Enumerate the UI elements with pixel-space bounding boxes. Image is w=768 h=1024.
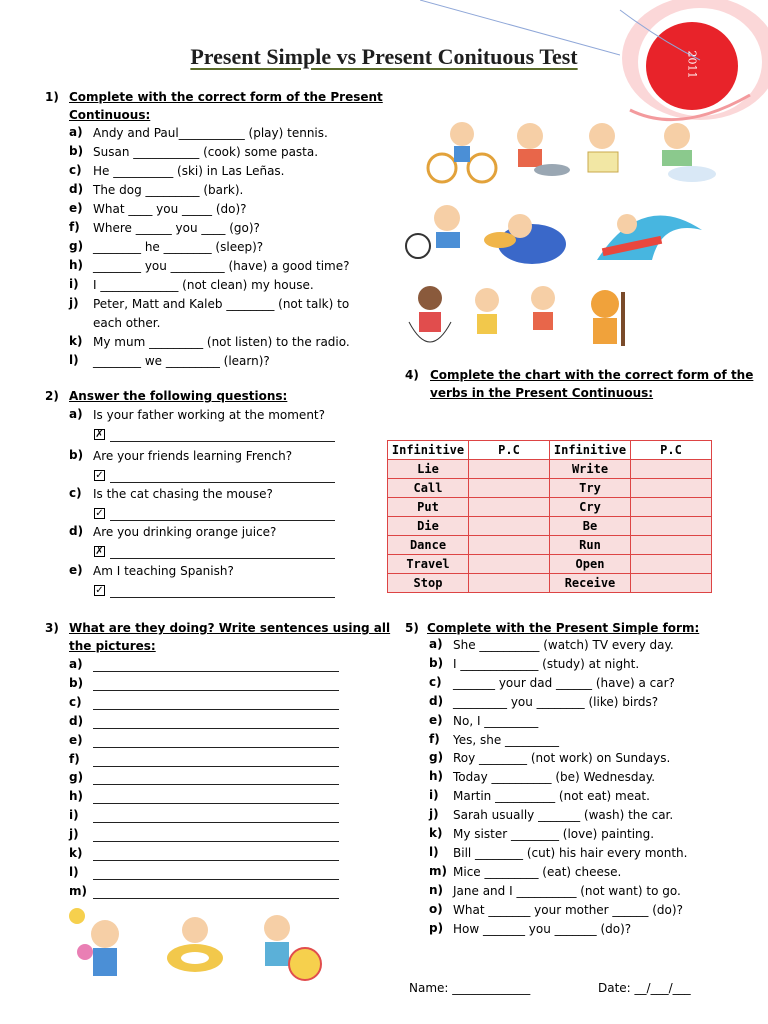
section1-item-text: He __________ (ski) in Las Leñas. — [93, 164, 285, 178]
section5-item-label: a) — [429, 637, 443, 651]
section5-item-text: Sarah usually _______ (wash) the car. — [453, 808, 674, 823]
sentence-answer-line[interactable] — [93, 897, 339, 899]
section2-item-label: d) — [69, 524, 84, 538]
section2-item-label: e) — [69, 563, 83, 577]
section5-heading: Complete with the Present Simple form: — [427, 621, 700, 635]
section5-item-text: How _______ you _______ (do)? — [453, 921, 632, 936]
section2-question: Is the cat chasing the mouse? — [93, 487, 273, 501]
boy-surfing-icon — [597, 214, 702, 260]
date-field-label: Date: __/___/___ — [598, 981, 691, 995]
section1-item-text: What ____ you _____ (do)? — [93, 202, 247, 216]
girl-dancing-icon — [531, 286, 555, 330]
section3-item-label: i) — [69, 808, 79, 823]
section3-item-label: l) — [69, 864, 79, 879]
boy-washing-icon — [662, 123, 716, 182]
section1-item-text: My mum _________ (not listen) to the radio. — [93, 335, 350, 349]
section5-item-label: k) — [429, 826, 443, 840]
section1-item-label: h) — [69, 258, 84, 272]
section1-item-text: ________ we _________ (learn)? — [93, 354, 270, 368]
sun-icon — [69, 908, 85, 924]
section2-question: Are you drinking orange juice? — [93, 525, 277, 539]
chart-infinitive-cell: Be — [550, 517, 631, 536]
year-badge-text: 2011 — [685, 50, 699, 79]
section4-heading-1: Complete the chart with the correct form of the — [430, 368, 754, 382]
section5-item-text: Mice _________ (eat) cheese. — [453, 864, 622, 879]
answer-checkbox[interactable]: ✓ — [95, 585, 104, 596]
answer-checkbox[interactable]: ✓ — [95, 470, 104, 481]
sentence-answer-line[interactable] — [93, 765, 339, 767]
chart-header: P.C — [469, 441, 550, 460]
section1-item-label: f) — [69, 220, 80, 234]
children-activities-illustration-row1 — [402, 118, 724, 190]
section5-number: 5) — [405, 621, 419, 635]
section3-heading-2: the pictures: — [69, 639, 156, 653]
section1-item-label: j) — [69, 296, 79, 310]
section1-item-label: l) — [69, 353, 79, 367]
chart-answer-cell[interactable] — [469, 555, 550, 574]
section5-item-label: b) — [429, 655, 444, 670]
section1-number: 1) — [45, 90, 59, 104]
section5-item-label: g) — [429, 750, 444, 765]
sentence-answer-line[interactable] — [93, 746, 339, 748]
section2-number: 2) — [45, 389, 59, 403]
section3-item-label: e) — [69, 732, 83, 747]
boy-cycling-icon — [428, 122, 496, 182]
answer-line[interactable] — [110, 440, 335, 442]
section1-item-text: Susan ___________ (cook) some pasta. — [93, 145, 319, 159]
section1-item-label: d) — [69, 182, 84, 196]
section2-item-label: c) — [69, 486, 82, 500]
chart-infinitive-cell: Try — [550, 479, 631, 498]
section3-item-label: d) — [69, 713, 84, 728]
section3-item-label: f) — [69, 751, 80, 766]
section1-item-label: e) — [69, 201, 83, 215]
chart-answer-cell[interactable] — [631, 517, 712, 536]
boy-reading-icon — [588, 123, 618, 172]
section1-item-label: c) — [69, 163, 82, 177]
section5-item-text: Jane and I __________ (not want) to go. — [453, 883, 681, 898]
section1-item-text: I _____________ (not clean) my house. — [93, 278, 314, 292]
section2-item-label: a) — [69, 407, 83, 421]
chart-answer-cell[interactable] — [631, 536, 712, 555]
section5-item-label: d) — [429, 693, 444, 708]
section3-item-label: a) — [69, 657, 83, 671]
chart-answer-cell[interactable] — [631, 574, 712, 593]
sentence-answer-line[interactable] — [93, 727, 339, 729]
section5-item-text: Bill ________ (cut) his hair every month. — [453, 845, 688, 860]
section1-item-text: The dog _________ (bark). — [93, 183, 244, 197]
section5-item-label: m) — [429, 863, 447, 878]
section5-item-label: n) — [429, 882, 444, 897]
section5-item-label: c) — [429, 674, 442, 689]
chart-infinitive-cell: Receive — [550, 574, 631, 593]
sentence-answer-line[interactable] — [93, 670, 339, 672]
section4-heading-2: verbs in the Present Continuous: — [430, 386, 654, 400]
section2-heading: Answer the following questions: — [69, 389, 288, 403]
chart-answer-cell[interactable] — [469, 536, 550, 555]
section5-item-text: _______ your dad ______ (have) a car? — [453, 675, 675, 690]
section3-item-label: c) — [69, 694, 82, 709]
chart-answer-cell[interactable] — [469, 479, 550, 498]
answer-checkbox[interactable]: ✓ — [95, 508, 104, 519]
chart-infinitive-cell: Dance — [388, 536, 469, 555]
section5-item-text: Yes, she _________ — [453, 732, 560, 747]
chart-infinitive-cell: Call — [388, 479, 469, 498]
section1-item-label: a) — [69, 125, 83, 139]
children-activities-illustration-row2 — [402, 200, 724, 272]
section1-item-text: Andy and Paul___________ (play) tennis. — [93, 126, 328, 140]
chart-infinitive-cell: Die — [388, 517, 469, 536]
chart-answer-cell[interactable] — [469, 574, 550, 593]
sentence-answer-line[interactable] — [93, 878, 339, 880]
chart-row — [388, 574, 712, 593]
sentence-answer-line[interactable] — [93, 708, 339, 710]
sentence-answer-line[interactable] — [93, 783, 339, 785]
chart-answer-cell[interactable] — [631, 460, 712, 479]
children-bottom-illustration — [55, 902, 345, 990]
chart-infinitive-cell: Write — [550, 460, 631, 479]
name-field-label: Name: _____________ — [409, 981, 531, 995]
boy-cooking-icon — [517, 123, 570, 176]
section5-item-text: I _____________ (study) at night. — [453, 656, 640, 671]
section4-number: 4) — [405, 368, 419, 382]
girl-skipping-rope-icon — [409, 286, 451, 342]
section5-item-label: f) — [429, 731, 440, 746]
answer-line[interactable] — [110, 557, 335, 559]
section5-item-label: e) — [429, 712, 443, 727]
sentence-answer-line[interactable] — [93, 821, 339, 823]
chart-answer-cell[interactable] — [631, 555, 712, 574]
chart-row — [388, 555, 712, 574]
chart-row — [388, 517, 712, 536]
girl-swimming-ring-icon — [167, 917, 223, 972]
chart-infinitive-cell: Cry — [550, 498, 631, 517]
section2-question: Is your father working at the moment? — [93, 408, 325, 422]
section5-item-text: What _______ your mother ______ (do)? — [453, 902, 683, 917]
section3-item-label: h) — [69, 789, 84, 804]
boy-ice-cream-icon — [77, 920, 119, 976]
sentence-answer-line[interactable] — [93, 840, 339, 842]
chart-row — [388, 479, 712, 498]
section5-item-text: No, I _________ — [453, 713, 539, 728]
section1-item-label: g) — [69, 239, 84, 253]
section5-item-label: o) — [429, 901, 443, 916]
boy-sleeping-icon — [484, 214, 566, 264]
section1-item-text: ________ you _________ (have) a good time? — [93, 259, 350, 273]
section1-heading-1: Complete with the correct form of the Present — [69, 90, 383, 104]
section5-item-label: l) — [429, 844, 439, 859]
section5-item-text: _________ you ________ (like) birds? — [453, 694, 659, 709]
section5-item-text: Roy ________ (not work) on Sundays. — [453, 751, 671, 766]
section5-item-label: h) — [429, 769, 444, 784]
section1-item-text: Peter, Matt and Kaleb ________ (not talk) to — [93, 297, 350, 311]
children-activities-illustration-row3 — [405, 282, 635, 354]
section1-item-text: Where ______ you ____ (go)? — [93, 221, 260, 235]
page-title: Present Simple vs Present Conituous Test — [190, 44, 578, 69]
section3-item-label: j) — [69, 827, 79, 842]
chart-header: Infinitive — [550, 441, 631, 460]
section1-item-label: i) — [69, 277, 79, 291]
chart-header: Infinitive — [388, 441, 469, 460]
section3-heading-1: What are they doing? Write sentences using all — [69, 621, 391, 635]
sentence-answer-line[interactable] — [93, 689, 339, 691]
answer-checkbox[interactable]: ✗ — [95, 429, 104, 440]
answer-line[interactable] — [110, 596, 335, 598]
section2-question: Am I teaching Spanish? — [93, 564, 234, 578]
answer-checkbox[interactable]: ✗ — [95, 546, 104, 557]
chart-answer-cell[interactable] — [631, 479, 712, 498]
chart-infinitive-cell: Travel — [388, 555, 469, 574]
section2-item-label: b) — [69, 448, 84, 462]
section3-item-label: b) — [69, 675, 84, 690]
answer-line[interactable] — [110, 481, 335, 483]
chart-infinitive-cell: Stop — [388, 574, 469, 593]
cat-painting-icon — [591, 290, 625, 346]
section1-item-label: b) — [69, 144, 84, 158]
section3-item-label: g) — [69, 770, 84, 785]
section5-item-text: Martin __________ (not eat) meat. — [453, 789, 650, 804]
chart-infinitive-cell: Run — [550, 536, 631, 555]
section5-item-text: She __________ (watch) TV every day. — [453, 638, 674, 652]
chart-infinitive-cell: Put — [388, 498, 469, 517]
section5-item-text: Today __________ (be) Wednesday. — [453, 770, 656, 785]
verb-chart — [387, 440, 712, 593]
chart-header-row — [388, 441, 712, 460]
sentence-answer-line[interactable] — [93, 859, 339, 861]
section1-item-text: each other. — [93, 316, 161, 330]
chart-header: P.C — [631, 441, 712, 460]
section5-item-text: My sister ________ (love) painting. — [453, 827, 655, 841]
section5-item-label: i) — [429, 788, 439, 803]
girl-beach-ball-icon — [264, 915, 321, 980]
chart-answer-cell[interactable] — [631, 498, 712, 517]
section1-heading-2: Continuous: — [69, 108, 151, 122]
section1-item-text: ________ he ________ (sleep)? — [93, 240, 264, 254]
chart-row — [388, 460, 712, 479]
section2-question: Are your friends learning French? — [93, 449, 293, 463]
chart-infinitive-cell: Open — [550, 555, 631, 574]
section5-item-label: p) — [429, 920, 444, 935]
chart-row — [388, 498, 712, 517]
section1-item-label: k) — [69, 334, 83, 348]
chart-answer-cell[interactable] — [469, 517, 550, 536]
chart-answer-cell[interactable] — [469, 498, 550, 517]
chart-row — [388, 536, 712, 555]
boy-playing-football-icon — [406, 205, 460, 258]
section3-item-label: k) — [69, 846, 83, 860]
section3-item-label: m) — [69, 883, 87, 898]
answer-line[interactable] — [110, 519, 335, 521]
section5-item-label: j) — [429, 807, 439, 822]
section3-number: 3) — [45, 621, 59, 635]
chart-infinitive-cell: Lie — [388, 460, 469, 479]
sentence-answer-line[interactable] — [93, 802, 339, 804]
chart-answer-cell[interactable] — [469, 460, 550, 479]
girl-skipping-icon — [475, 288, 499, 334]
